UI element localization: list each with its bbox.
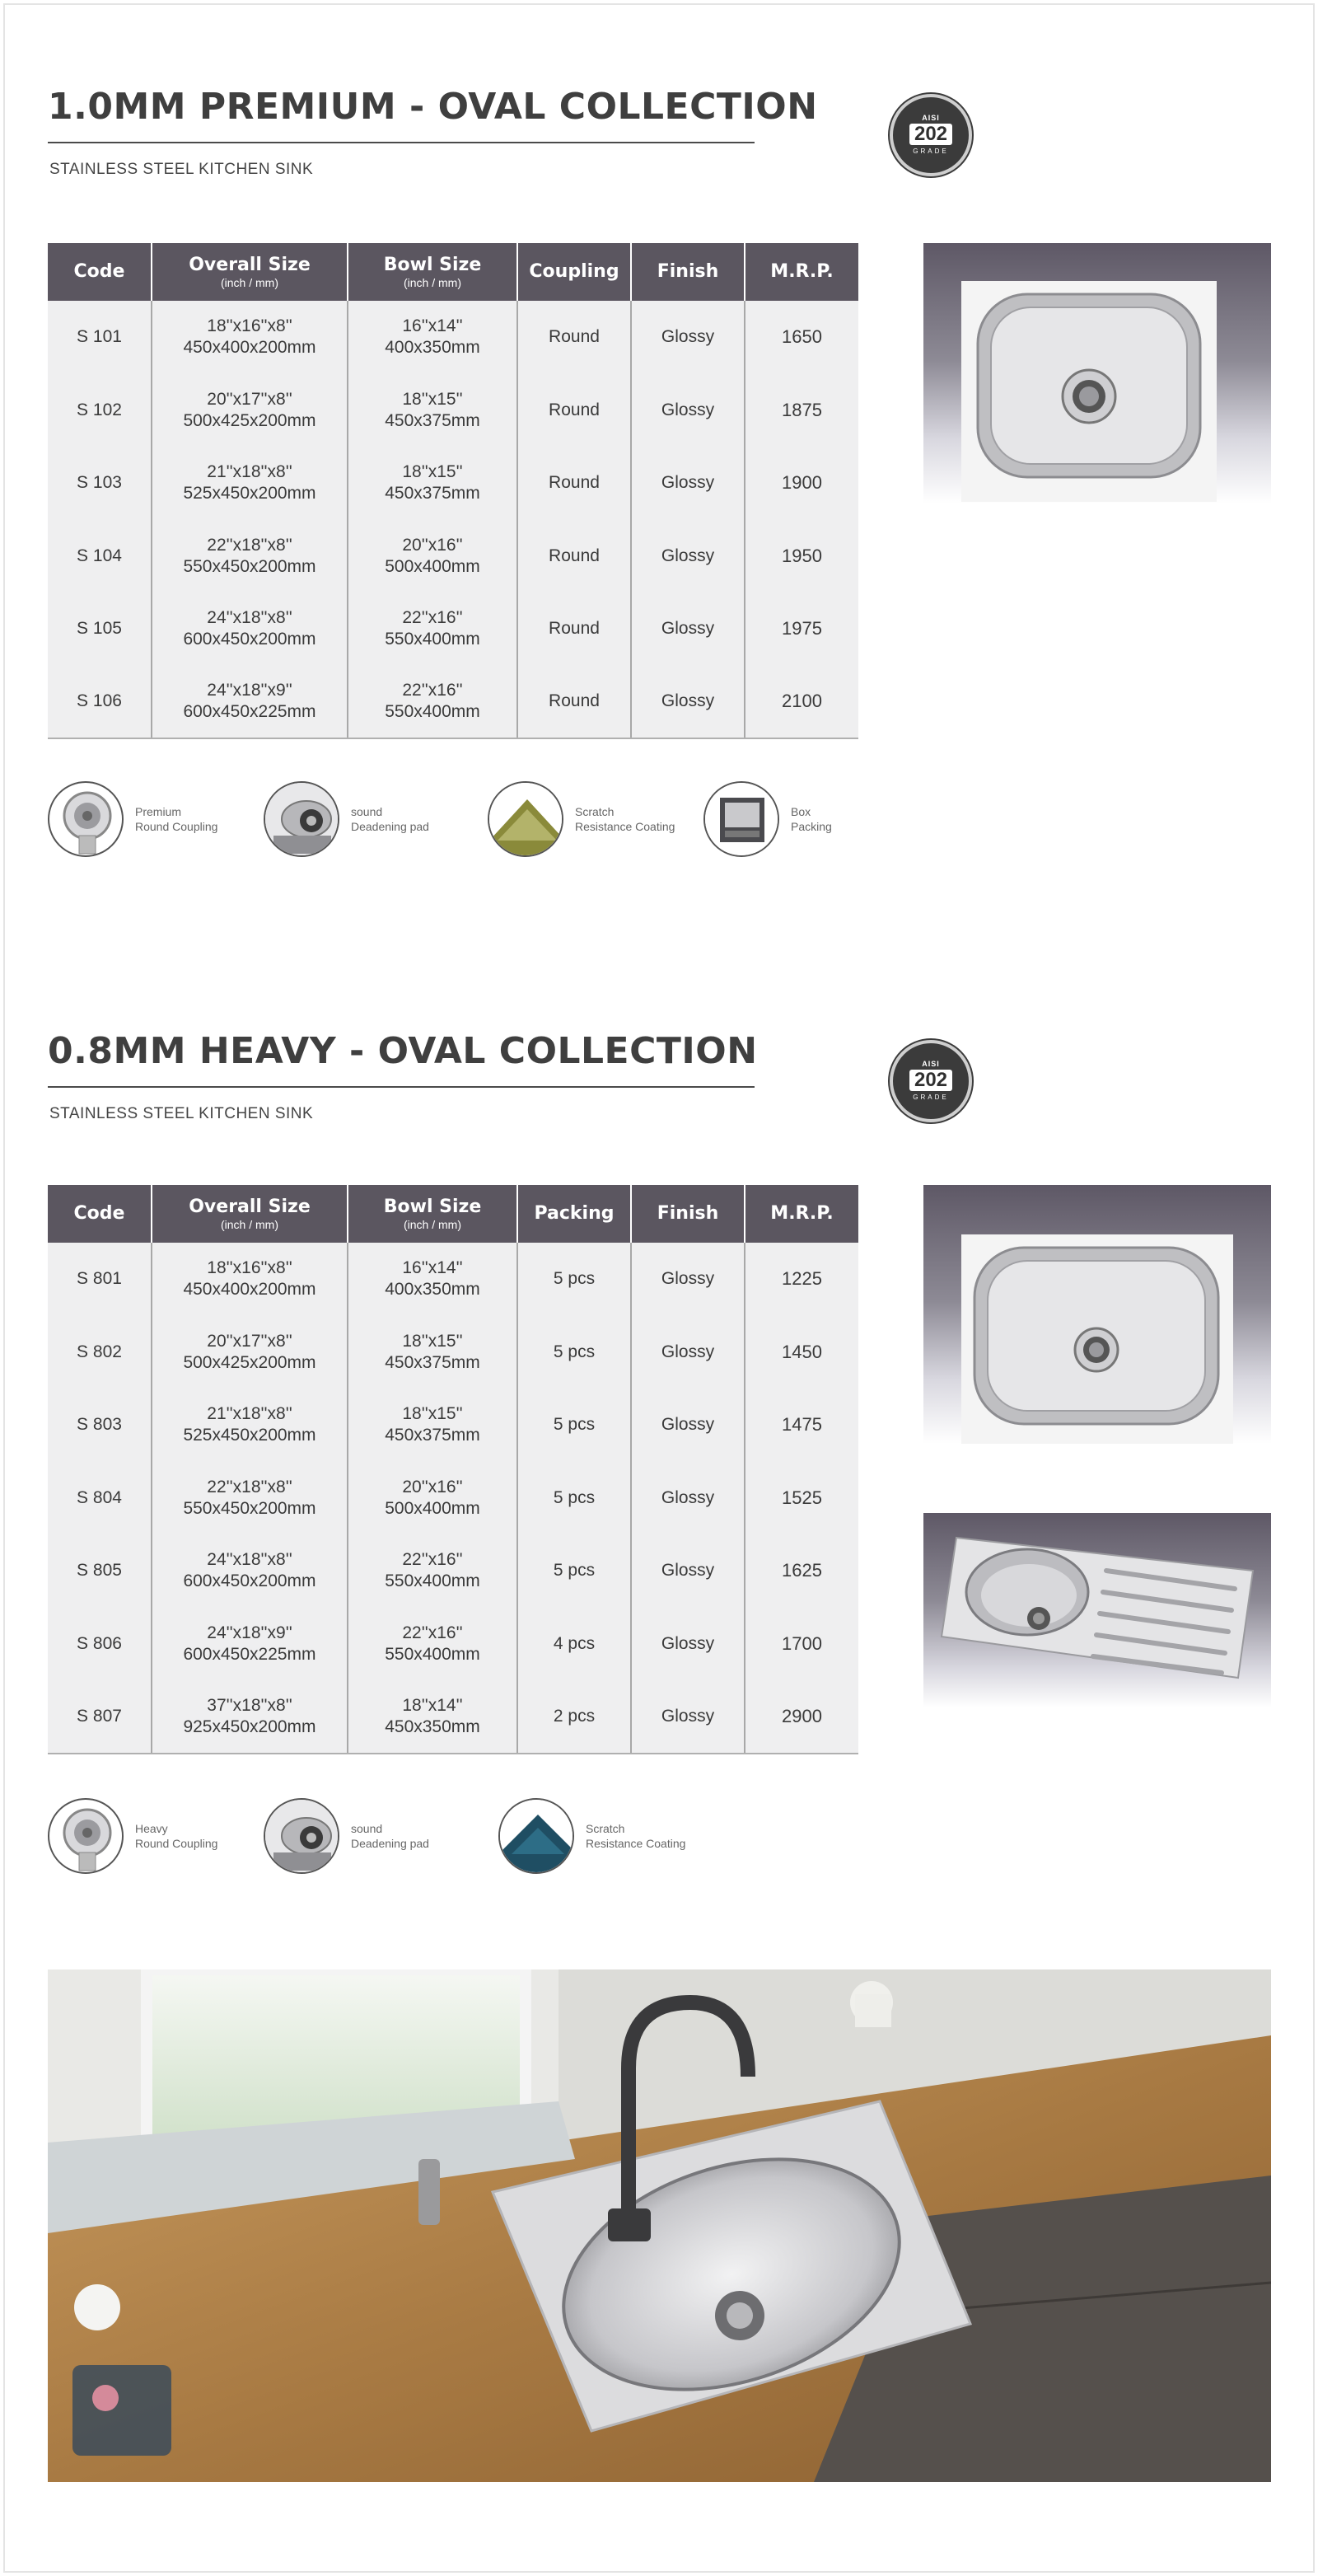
mrp-cell-text: 2100 <box>782 691 822 712</box>
mrp-cell <box>745 666 858 739</box>
col4-cell-text: 5 pcs <box>553 1487 596 1507</box>
code-cell <box>48 1462 152 1535</box>
col4-cell <box>517 1462 631 1535</box>
overall-size-cell <box>152 1608 348 1681</box>
header-unit: (inch / mm) <box>221 1218 278 1231</box>
bowl-size-cell-text: 400x350mm <box>385 338 480 358</box>
mrp-cell-text: 1525 <box>782 1487 822 1508</box>
mrp-cell <box>745 520 858 593</box>
bowl-size-cell <box>348 301 517 374</box>
bowl-size-cell-text: 18''x15'' <box>402 389 463 409</box>
code-cell <box>48 1389 152 1462</box>
finish-cell-text: Glossy <box>661 327 715 347</box>
feature-label <box>586 1821 685 1851</box>
col4-cell <box>517 666 631 739</box>
badge-bottom: GRADE <box>913 148 949 155</box>
finish-cell <box>631 1389 745 1462</box>
product-photo-s101-sink <box>923 243 1271 503</box>
bowl-size-cell-text: 550x400mm <box>385 702 480 722</box>
overall-size-cell <box>152 1462 348 1535</box>
bowl-size-cell-text: 22''x16'' <box>402 608 463 628</box>
header-label: Bowl Size <box>383 1197 482 1217</box>
overall-size-cell-text: 24''x18''x9'' <box>207 681 292 700</box>
bowl-size-cell-text: 16''x14'' <box>402 316 463 336</box>
code-cell <box>48 1534 152 1608</box>
overall-size-cell-text: 20''x17''x8'' <box>207 1331 292 1351</box>
mrp-cell-text: 1900 <box>782 472 822 494</box>
bowl-size-cell <box>348 1534 517 1608</box>
header-label: Packing <box>534 1203 615 1224</box>
col4-cell <box>517 301 631 374</box>
overall-size-cell-text: 37''x18''x8'' <box>207 1695 292 1715</box>
overall-size-cell <box>152 592 348 666</box>
table-row <box>48 301 858 374</box>
code-cell <box>48 520 152 593</box>
code-cell <box>48 592 152 666</box>
finish-cell-text: Glossy <box>661 1415 715 1435</box>
overall-size-cell-text: 24''x18''x8'' <box>207 608 292 628</box>
col4-cell <box>517 1316 631 1389</box>
mrp-cell-text: 1475 <box>782 1414 822 1436</box>
overall-size-cell-text: 450x400x200mm <box>183 338 316 358</box>
finish-cell <box>631 666 745 739</box>
header-code <box>48 1185 152 1243</box>
table-row <box>48 1243 858 1316</box>
code-cell <box>48 1243 152 1316</box>
overall-size-cell-text: 22''x18''x8'' <box>207 1477 292 1496</box>
mrp-cell-text: 1225 <box>782 1268 822 1290</box>
header-label: Code <box>73 261 125 282</box>
aisi-202-grade-badge <box>890 94 972 176</box>
overall-size-cell-text: 600x450x225mm <box>183 1644 316 1664</box>
bowl-size-cell <box>348 447 517 520</box>
mrp-cell-text: 1875 <box>782 399 822 420</box>
mrp-cell <box>745 1389 858 1462</box>
finish-cell-text: Glossy <box>661 1487 715 1507</box>
feature-label <box>135 804 217 834</box>
feature-label <box>791 804 832 834</box>
bowl-size-cell-text: 16''x14'' <box>402 1258 463 1278</box>
mrp-cell <box>745 374 858 447</box>
mrp-cell <box>745 1243 858 1316</box>
overall-size-cell-text: 500x425x200mm <box>183 1352 316 1372</box>
col4-cell-text: Round <box>549 546 600 565</box>
mrp-cell <box>745 447 858 520</box>
feature-label-line: Scratch <box>586 1822 625 1835</box>
box-packing-icon <box>703 781 779 857</box>
table-row <box>48 666 858 739</box>
header-col4 <box>517 243 631 301</box>
col4-cell-text: Round <box>549 473 600 493</box>
table-row <box>48 1608 858 1681</box>
table-row <box>48 374 858 447</box>
overall-size-cell <box>152 520 348 593</box>
overall-size-cell-text: 18''x16''x8'' <box>207 316 292 336</box>
mrp-cell <box>745 1680 858 1754</box>
col4-cell <box>517 374 631 447</box>
col4-cell-text: 5 pcs <box>553 1342 596 1361</box>
feature-label-line: Premium <box>135 805 182 818</box>
bowl-size-cell <box>348 1243 517 1316</box>
overall-size-cell <box>152 447 348 520</box>
bowl-size-cell-text: 18''x15'' <box>402 1331 463 1351</box>
col4-cell <box>517 520 631 593</box>
overall-size-cell <box>152 1316 348 1389</box>
overall-size-cell <box>152 1389 348 1462</box>
section2-title-rule <box>48 1086 755 1088</box>
table-row <box>48 447 858 520</box>
mrp-cell-text: 1700 <box>782 1632 822 1654</box>
col4-cell <box>517 1243 631 1316</box>
header-col4 <box>517 1185 631 1243</box>
overall-size-cell-text: 450x400x200mm <box>183 1280 316 1300</box>
col4-cell <box>517 1608 631 1681</box>
scratch-coating-icon <box>488 781 563 857</box>
code-cell-text: S 807 <box>77 1706 122 1726</box>
overall-size-cell <box>152 374 348 447</box>
finish-cell-text: Glossy <box>661 1342 715 1361</box>
feature-label-line: sound <box>351 1822 383 1835</box>
overall-size-cell-text: 600x450x200mm <box>183 1571 316 1591</box>
feature-scratch-coating <box>488 781 675 857</box>
finish-cell-text: Glossy <box>661 1269 715 1289</box>
overall-size-cell-text: 600x450x200mm <box>183 630 316 649</box>
finish-cell <box>631 447 745 520</box>
table-row <box>48 592 858 666</box>
header-label: Finish <box>657 261 719 282</box>
finish-cell-text: Glossy <box>661 691 715 711</box>
header-overall-size <box>152 1185 348 1243</box>
badge-top: AISI <box>922 1060 940 1068</box>
bowl-size-cell-text: 450x375mm <box>385 1426 480 1445</box>
overall-size-cell-text: 525x450x200mm <box>183 484 316 503</box>
mrp-cell-text: 1650 <box>782 326 822 348</box>
bowl-size-cell-text: 450x375mm <box>385 1352 480 1372</box>
bowl-size-cell <box>348 1680 517 1754</box>
code-cell-text: S 101 <box>77 327 122 347</box>
code-cell-text: S 103 <box>77 473 122 493</box>
finish-cell-text: Glossy <box>661 400 715 419</box>
finish-cell-text: Glossy <box>661 619 715 639</box>
section1-subtitle: STAINLESS STEEL KITCHEN SINK <box>49 161 314 178</box>
feature-label-line: Deadening pad <box>351 820 429 833</box>
badge-number: 202 <box>909 124 952 145</box>
bowl-size-cell <box>348 1608 517 1681</box>
header-label: M.R.P. <box>770 1203 834 1224</box>
section2-spec-table <box>48 1185 858 1754</box>
header-label: Coupling <box>529 261 619 282</box>
section1-title-rule <box>48 142 755 143</box>
bowl-size-cell-text: 550x400mm <box>385 630 480 649</box>
table-row <box>48 1316 858 1389</box>
overall-size-cell-text: 925x450x200mm <box>183 1717 316 1736</box>
finish-cell-text: Glossy <box>661 1561 715 1581</box>
col4-cell <box>517 1534 631 1608</box>
bowl-size-cell-text: 450x375mm <box>385 410 480 430</box>
finish-cell <box>631 1608 745 1681</box>
header-bowl-size <box>348 1185 517 1243</box>
code-cell-text: S 802 <box>77 1342 122 1361</box>
feature-label <box>351 804 429 834</box>
bowl-size-cell-text: 20''x16'' <box>402 1477 463 1496</box>
overall-size-cell-text: 24''x18''x9'' <box>207 1623 292 1642</box>
finish-cell <box>631 1462 745 1535</box>
finish-cell <box>631 1680 745 1754</box>
overall-size-cell-text: 525x450x200mm <box>183 1426 316 1445</box>
aisi-202-grade-badge-2 <box>890 1040 972 1122</box>
code-cell-text: S 803 <box>77 1415 122 1435</box>
overall-size-cell-text: 550x450x200mm <box>183 556 316 576</box>
feature-deadening-pad <box>264 1798 429 1874</box>
header-label: Code <box>73 1203 125 1224</box>
feature-scratch-coating <box>498 1798 685 1874</box>
bowl-size-cell-text: 550x400mm <box>385 1644 480 1664</box>
finish-cell-text: Glossy <box>661 1633 715 1653</box>
header-unit: (inch / mm) <box>404 1218 461 1231</box>
code-cell <box>48 1316 152 1389</box>
code-cell-text: S 104 <box>77 546 122 565</box>
deadening-pad-icon <box>264 1798 339 1874</box>
overall-size-cell-text: 18''x16''x8'' <box>207 1258 292 1278</box>
kitchen-lifestyle-photo <box>48 1969 1271 2482</box>
col4-cell <box>517 1680 631 1754</box>
section1-title: 1.0MM PREMIUM - OVAL COLLECTION <box>48 86 818 128</box>
overall-size-cell-text: 20''x17''x8'' <box>207 389 292 409</box>
code-cell <box>48 1680 152 1754</box>
mrp-cell <box>745 592 858 666</box>
feature-label <box>575 804 675 834</box>
overall-size-cell <box>152 1534 348 1608</box>
col4-cell-text: Round <box>549 400 600 419</box>
finish-cell-text: Glossy <box>661 473 715 493</box>
table-header-row <box>48 243 858 301</box>
bowl-size-cell-text: 22''x16'' <box>402 1550 463 1570</box>
feature-label-line: Resistance Coating <box>586 1837 686 1850</box>
finish-cell <box>631 1534 745 1608</box>
feature-round-coupling <box>48 781 217 857</box>
mrp-cell-text: 1975 <box>782 618 822 639</box>
feature-label-line: Round Coupling <box>135 1837 218 1850</box>
col4-cell-text: 2 pcs <box>553 1706 596 1726</box>
table-row <box>48 1680 858 1754</box>
bowl-size-cell-text: 550x400mm <box>385 1571 480 1591</box>
feature-box-packing <box>703 781 832 857</box>
feature-label-line: Round Coupling <box>135 820 218 833</box>
header-label: Finish <box>657 1203 719 1224</box>
finish-cell <box>631 301 745 374</box>
finish-cell <box>631 1316 745 1389</box>
code-cell-text: S 102 <box>77 400 122 419</box>
code-cell-text: S 804 <box>77 1487 122 1507</box>
col4-cell <box>517 447 631 520</box>
mrp-cell-text: 1450 <box>782 1341 822 1362</box>
code-cell <box>48 447 152 520</box>
bowl-size-cell-text: 18''x14'' <box>402 1695 463 1715</box>
header-finish <box>631 243 745 301</box>
bowl-size-cell-text: 450x350mm <box>385 1717 480 1736</box>
product-photo-s807-drainboard-sink <box>923 1513 1271 1707</box>
bowl-size-cell-text: 22''x16'' <box>402 681 463 700</box>
code-cell-text: S 801 <box>77 1269 122 1289</box>
col4-cell-text: 5 pcs <box>553 1415 596 1435</box>
deadening-pad-icon <box>264 781 339 857</box>
feature-label <box>351 1821 429 1851</box>
finish-cell-text: Glossy <box>661 1706 715 1726</box>
section1-spec-table <box>48 243 858 739</box>
bowl-size-cell-text: 500x400mm <box>385 1498 480 1518</box>
col4-cell-text: 4 pcs <box>553 1633 596 1653</box>
bowl-size-cell-text: 18''x15'' <box>402 462 463 482</box>
product-photo-s801-sink <box>923 1185 1271 1444</box>
code-cell <box>48 374 152 447</box>
header-label: M.R.P. <box>770 261 834 282</box>
header-label: Overall Size <box>189 255 311 275</box>
feature-label-line: sound <box>351 805 383 818</box>
col4-cell-text: 5 pcs <box>553 1269 596 1289</box>
mrp-cell <box>745 1462 858 1535</box>
feature-deadening-pad <box>264 781 429 857</box>
col4-cell-text: Round <box>549 619 600 639</box>
overall-size-cell <box>152 666 348 739</box>
code-cell-text: S 806 <box>77 1633 122 1653</box>
finish-cell-text: Glossy <box>661 546 715 565</box>
header-bowl-size <box>348 243 517 301</box>
overall-size-cell-text: 550x450x200mm <box>183 1498 316 1518</box>
overall-size-cell-text: 500x425x200mm <box>183 410 316 430</box>
col4-cell-text: Round <box>549 691 600 711</box>
col4-cell-text: Round <box>549 327 600 347</box>
bowl-size-cell-text: 400x350mm <box>385 1280 480 1300</box>
col4-cell-text: 5 pcs <box>553 1561 596 1581</box>
header-code <box>48 243 152 301</box>
header-finish <box>631 1185 745 1243</box>
finish-cell <box>631 374 745 447</box>
header-unit: (inch / mm) <box>221 276 278 289</box>
mrp-cell-text: 2900 <box>782 1705 822 1726</box>
badge-bottom: GRADE <box>913 1094 949 1101</box>
bowl-size-cell <box>348 520 517 593</box>
feature-label-line: Packing <box>791 820 832 833</box>
table-row <box>48 1534 858 1608</box>
overall-size-cell <box>152 1243 348 1316</box>
header-overall-size <box>152 243 348 301</box>
bowl-size-cell <box>348 666 517 739</box>
overall-size-cell-text: 21''x18''x8'' <box>207 462 292 482</box>
table-row <box>48 520 858 593</box>
col4-cell <box>517 1389 631 1462</box>
overall-size-cell-text: 600x450x225mm <box>183 702 316 722</box>
mrp-cell-text: 1950 <box>782 545 822 566</box>
finish-cell <box>631 592 745 666</box>
badge-number: 202 <box>909 1070 952 1091</box>
bowl-size-cell <box>348 592 517 666</box>
code-cell-text: S 805 <box>77 1561 122 1581</box>
table-row <box>48 1389 858 1462</box>
header-mrp <box>745 1185 858 1243</box>
code-cell <box>48 301 152 374</box>
header-label: Overall Size <box>189 1197 311 1217</box>
table-header-row <box>48 1185 858 1243</box>
feature-label <box>135 1821 217 1851</box>
round-coupling-icon <box>48 1798 124 1874</box>
feature-label-line: Resistance Coating <box>575 820 675 833</box>
badge-top: AISI <box>922 114 940 122</box>
feature-label-line: Heavy <box>135 1822 168 1835</box>
finish-cell <box>631 1243 745 1316</box>
header-mrp <box>745 243 858 301</box>
bowl-size-cell-text: 500x400mm <box>385 556 480 576</box>
overall-size-cell <box>152 301 348 374</box>
code-cell <box>48 1608 152 1681</box>
bowl-size-cell <box>348 1462 517 1535</box>
section2-title: 0.8MM HEAVY - OVAL COLLECTION <box>48 1030 758 1072</box>
bowl-size-cell <box>348 1389 517 1462</box>
feature-label-line: Box <box>791 805 811 818</box>
bowl-size-cell-text: 22''x16'' <box>402 1623 463 1642</box>
bowl-size-cell-text: 20''x16'' <box>402 535 463 555</box>
col4-cell <box>517 592 631 666</box>
scratch-coating-icon <box>498 1798 574 1874</box>
table-row <box>48 1462 858 1535</box>
overall-size-cell-text: 21''x18''x8'' <box>207 1404 292 1424</box>
mrp-cell-text: 1625 <box>782 1560 822 1581</box>
feature-label-line: Deadening pad <box>351 1837 429 1850</box>
feature-label-line: Scratch <box>575 805 615 818</box>
code-cell-text: S 105 <box>77 619 122 639</box>
section2-subtitle: STAINLESS STEEL KITCHEN SINK <box>49 1105 314 1122</box>
overall-size-cell-text: 22''x18''x8'' <box>207 535 292 555</box>
mrp-cell <box>745 301 858 374</box>
header-unit: (inch / mm) <box>404 276 461 289</box>
finish-cell <box>631 520 745 593</box>
code-cell <box>48 666 152 739</box>
bowl-size-cell-text: 18''x15'' <box>402 1404 463 1424</box>
mrp-cell <box>745 1316 858 1389</box>
round-coupling-icon <box>48 781 124 857</box>
feature-round-coupling <box>48 1798 217 1874</box>
bowl-size-cell <box>348 374 517 447</box>
code-cell-text: S 106 <box>77 691 122 711</box>
overall-size-cell <box>152 1680 348 1754</box>
bowl-size-cell-text: 450x375mm <box>385 484 480 503</box>
mrp-cell <box>745 1608 858 1681</box>
mrp-cell <box>745 1534 858 1608</box>
header-label: Bowl Size <box>383 255 482 275</box>
bowl-size-cell <box>348 1316 517 1389</box>
overall-size-cell-text: 24''x18''x8'' <box>207 1550 292 1570</box>
